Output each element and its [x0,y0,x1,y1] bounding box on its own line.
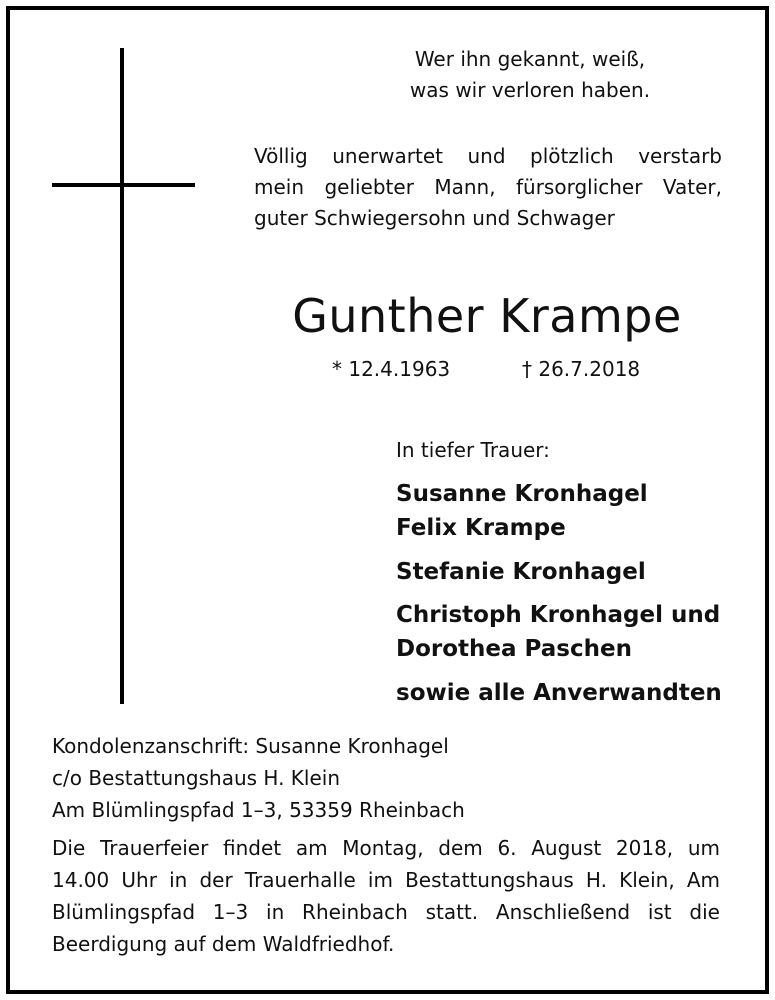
address-line: Am Blümlingspfad 1–3, 53359 Rheinbach [52,798,465,822]
birth-date: * 12.4.1963 [332,357,451,381]
deceased-name: Gunther Krampe [292,289,682,343]
death-date: † 26.7.2018 [522,357,641,381]
announcement-line: guter Schwiegersohn und Schwager [254,206,615,230]
address-line: c/o Bestattungshaus H. Klein [52,766,341,790]
announcement-line: Völlig unerwartet und plötzlich verstarb [254,144,722,168]
notice-line: Die Trauerfeier findet am Montag, dem 6. August 2018, um [52,836,720,860]
grief-heading: In tiefer Trauer: [396,438,550,462]
quote-line: Wer ihn gekannt, weiß, [414,47,646,71]
mourner-name: Stefanie Kronhagel [396,559,646,585]
notice-line: Beerdigung auf dem Waldfriedhof. [52,932,395,956]
mourner-name: Felix Krampe [396,515,566,541]
cross-vertical-bar [120,48,124,704]
quote-line: was wir verloren haben. [409,78,651,102]
mourner-name: Christoph Kronhagel und [396,602,721,628]
funeral-notice [52,832,720,960]
cross-horizontal-bar [52,183,195,187]
address-line: Kondolenzanschrift: Susanne Kronhagel [52,734,449,758]
notice-line: Blümlingspfad 1–3 in Rheinbach statt. Anschließend ist die [52,900,720,924]
mourner-name: Dorothea Paschen [396,636,632,662]
mourner-name: sowie alle Anverwandten [396,680,722,706]
memorial-quote [370,44,690,106]
announcement-line: mein geliebter Mann, fürsorglicher Vater, [254,175,722,199]
notice-line: 14.00 Uhr in der Trauerhalle im Bestattungshaus H. Klein, Am [52,868,720,892]
death-announcement [254,141,722,234]
mourner-name: Susanne Kronhagel [396,481,648,507]
condolence-address [52,730,465,826]
